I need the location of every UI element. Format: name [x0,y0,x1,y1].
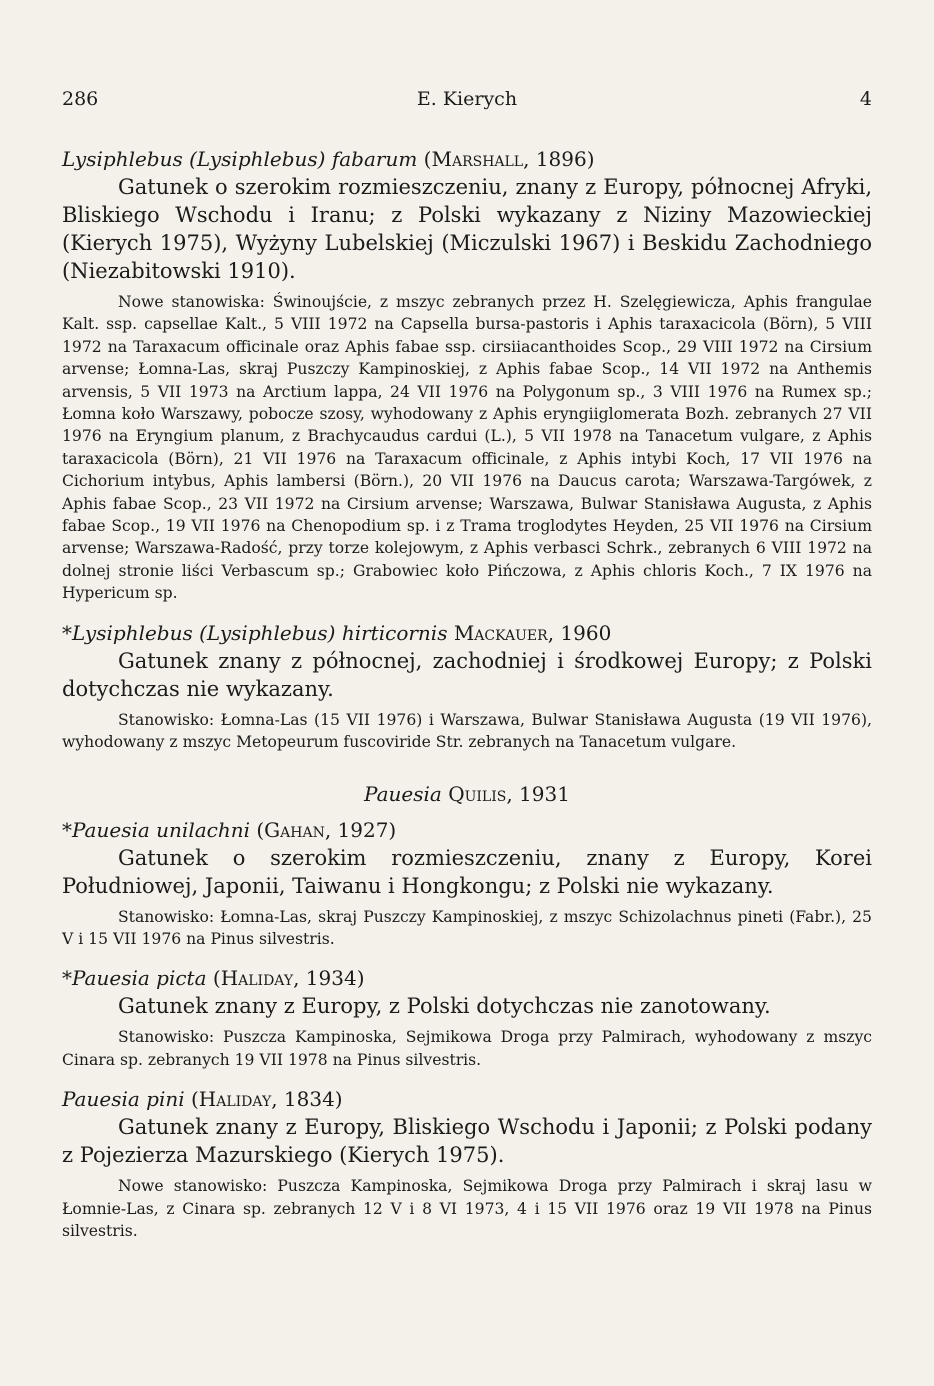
species-entry-hirticornis [62,619,872,754]
records-label: Nowe stanowiska: [118,293,265,311]
records-text: Stanowisko: Łomna-Las (15 VII 1976) i Warszawa, Bulwar Stanisława Augusta (19 VII 1976), wyhodowany z mszyc Metopeurum fuscoviride Str. zebranych na Tanacetum vulgare. [62,710,872,752]
authority: Mackauer, 1960 [453,620,612,645]
records-label: Stanowisko: [118,710,215,729]
genus-heading-authority: Quilis, 1931 [448,781,570,806]
subgenus-name: (Lysiphlebus) [189,147,326,171]
species-heading: *Pauesia picta (Haliday, 1934) [62,966,365,991]
genus-name: Lysiphlebus [62,147,183,171]
species-entry-fabarum [62,145,872,605]
species-name: unilachni [156,817,250,842]
species-heading [62,145,872,173]
species-heading: *Lysiphlebus (Lysiphlebus) hirticornis Mackauer, 1960 [62,620,612,645]
running-header [62,88,872,116]
distribution-text: Gatunek o szerokim rozmieszczeniu, znany z Europy, Korei Południowej, Japonii, Taiwanu i Hongkongu; z Polski nie wykazany. [62,845,872,898]
running-author: E. Kierych [416,88,518,110]
records-text: Stanowisko: Łomna-Las, skraj Puszczy Kampinoskiej, z mszyc Schizolachnus pineti (Fabr.), 25 V i 15 VII 1976 na Pinus silvestris. [62,907,872,948]
distribution-text: Gatunek znany z północnej, zachodniej i środkowej Europy; z Polski dotychczas nie wykazany. [62,648,872,701]
genus-name: Pauesia [72,966,150,991]
distribution-text: Gatunek znany z Europy, Bliskiego Wschodu i Japonii; z Polski podany z Pojezierza Mazurskiego (Kierych 1975). [62,1115,872,1168]
records-text: Stanowisko: Puszcza Kampinoska, Sejmikowa Droga przy Palmirach, wyhodowany z mszyc Cinara sp. zebranych 19 VII 1978 na Pinus silvestris. [62,1028,872,1069]
species-name: picta [156,966,207,991]
species-name: hirticornis [341,620,448,645]
species-entry-unilachni [62,816,872,951]
records-label: Stanowisko: [118,907,215,926]
records-label: Stanowisko: [118,1028,215,1047]
records-text: Nowe stanowiska: Świnoujście, z mszyc zebranych przez H. Szelęgiewicza, Aphis frangulae Kalt. ssp. capsellae Kalt., 5 VIII 1972 na Capsella bursa-pastoris i Aphis taraxacicola (Börn), 5 VIII 1972 na Taraxacum officinale oraz Aphis fabae ssp. cirsiiacanthoides Scop., 29 VIII 1972 na Cirsium arvense; Łomna-Las, skraj Puszczy Kampinoskiej, z Aphis fabae Scop., 14 VII 1972 na Anthemis arvensis, 5 VII 1973 na Arctium lappa, 24 VII 1976 na Polygonum sp., 3 VIII 1976 na Rumex sp.; Łomna koło Warszawy, pobocze szosy, wyhodowany z Aphis eryngiiglomerata Bozh. zebranych 27 VII 1976 na Eryngium planum, z Brachycaudus cardui (L.), 5 VII 1978 na Tanacetum vulgare, z Aphis taraxacicola (Börn), 21 VII 1976 na Taraxacum officinale, z Aphis intybi Koch, 17 VII 1976 na Cichorium intybus, Aphis lambersi (Börn.), 20 VII 1976 na Daucus carota; Warszawa-Targówek, z Aphis fabae Scop., 23 VII 1972 na Cirsium arvense; Warszawa, Bulwar Stanisława Augusta, z Aphis fabae Scop., 19 VII 1976 na Chenopodium sp. i z Trama troglodytes Heyden, 25 VII 1976 na Cirsium arvense; Warszawa-Radość, przy torze kolejowym, z Aphis verbasci Schrk., zebranych 6 VIII 1972 na dolnej stronie liści Verbascum sp.; Grabowiec koło Pińczowa, z Aphis chloris Koch., 7 IX 1976 na Hypericum sp. [62,293,872,603]
distribution-text: Gatunek znany z Europy, z Polski dotychczas nie zanotowany. [118,994,771,1019]
species-name: pini [146,1087,185,1112]
subgenus-name: (Lysiphlebus) [199,620,336,645]
page-number: 286 [62,88,99,110]
genus-name: Lysiphlebus [72,620,193,645]
records-label: Nowe stanowisko: [118,1177,268,1196]
records-text: Nowe stanowisko: Puszcza Kampinoska, Sejmikowa Droga przy Palmirach i skraj lasu w Łomnie-Las, z Cinara sp. zebranych 12 V i 8 VI 1973, 4 i 15 VII 1976 oraz 19 VII 1978 na Pinus silvestris. [62,1177,872,1240]
species-heading: *Pauesia unilachni (Gahan, 1927) [62,817,397,842]
species-name: fabarum [331,147,418,171]
authority: (Gahan, 1927) [256,817,397,842]
article-body [62,145,872,1256]
authority: (Haliday, 1834) [191,1087,343,1112]
species-heading [62,1085,872,1113]
species-entry-picta [62,964,872,1071]
genus-name: Pauesia [72,817,150,842]
distribution-text: Gatunek o szerokim rozmieszczeniu, znany z Europy, północnej Afryki, Bliskiego Wschodu i Iranu; z Polski wykazany z Niziny Mazowieckiej (Kierych 1975), Wyżyny Lubelskiej (Miczulski 1967) i Beskidu Zachodniego (Niezabitowski 1910). [62,175,872,283]
issue-number: 4 [859,88,872,110]
species-entry-pini [62,1085,872,1242]
genus-heading [62,782,872,806]
authority: (Marshall, 1896) [423,147,595,171]
genus-heading-name: Pauesia [364,781,442,806]
authority: (Haliday, 1934) [212,966,365,991]
genus-name: Pauesia [62,1087,140,1112]
